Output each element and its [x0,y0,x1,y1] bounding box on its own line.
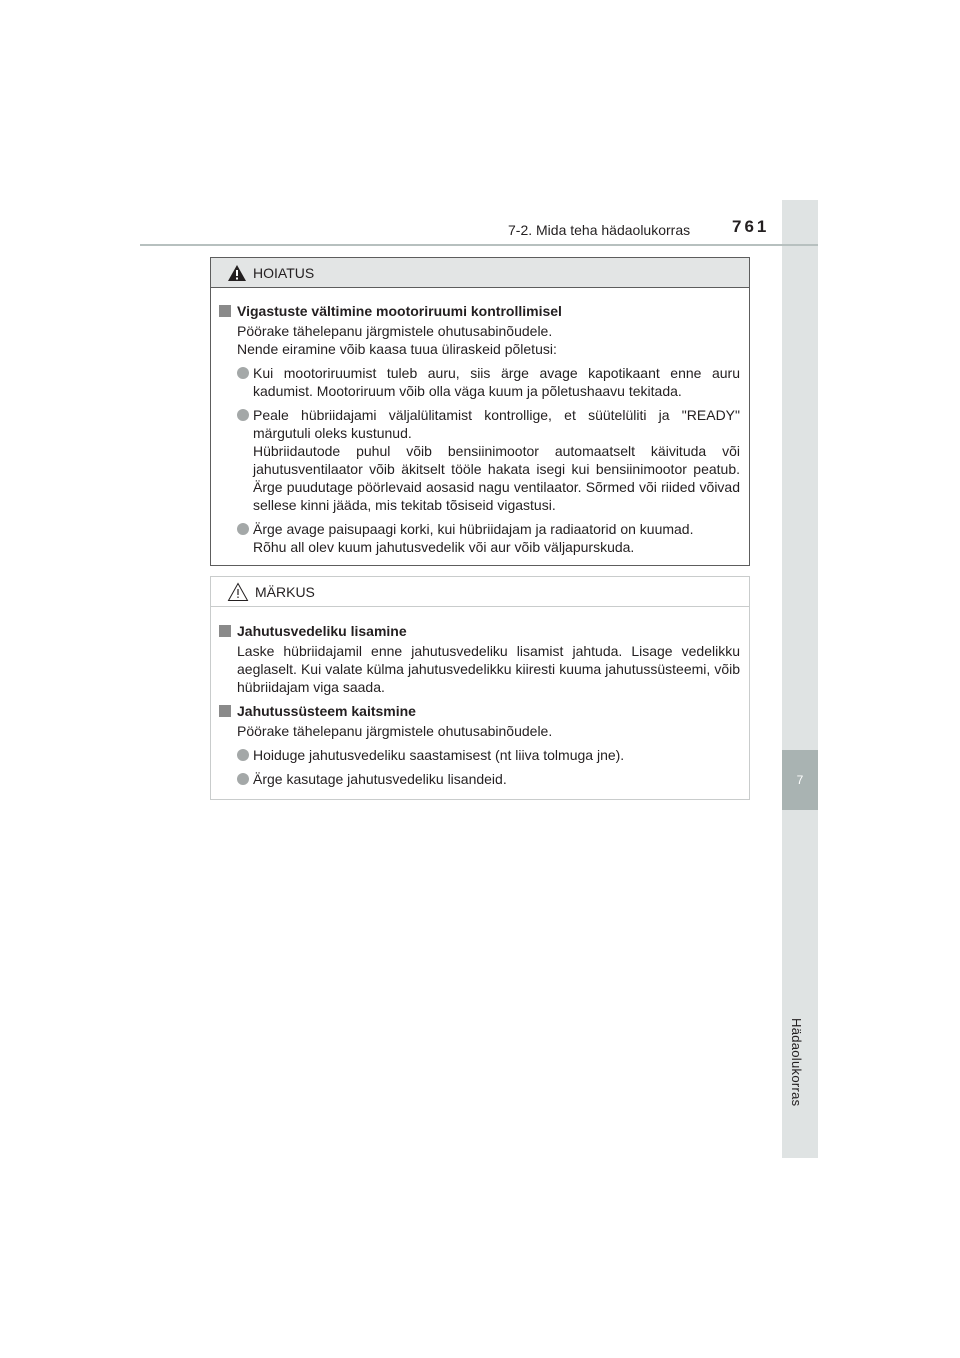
note-heading: MÄRKUS [255,583,315,600]
square-bullet-icon [219,305,231,317]
list-item: Peale hübriidajami väljalülitamist kontrollige, et süütelüliti ja "READY" märgutuli oleks kustunud. Hübriidautode puhul võib bensiinimootor automaatselt käivituda või jahutusventilaator võib äkitselt tööle hakata isegi kui bensiinimootor peatub. Ärge puudutage pöörlevaid aosasid nagu ventilaator. Sõrmed või riided võivad sellese kinni jääda, mis tekitab tõsiseid vigastusi. [219,406,740,514]
note-box [210,576,750,800]
caution-triangle-icon [227,582,249,602]
chapter-number: 7 [782,750,818,810]
warning-section-title: Vigastuste vältimine mootoriruumi kontrollimisel [219,302,740,320]
note-section-text: Pöörake tähelepanu järgmistele ohutusabinõudele. [237,723,553,739]
list-item: Ärge avage paisupaagi korki, kui hübriidajam ja radiaatorid on kuumad. Rõhu all olev kuum jahutusvedelik või aur võib väljapurskuda. [219,520,740,556]
list-item: Kui mootoriruumist tuleb auru, siis ärge avage kapotikaant enne auru kadumist. Mootoriruum võib olla väga kuum ja põletushaavu tekitada. [219,364,740,400]
circle-bullet-icon [237,523,249,535]
warning-triangle-icon [227,264,247,282]
list-item: Hoiduge jahutusvedeliku saastamisest (nt liiva tolmuga jne). [219,746,740,764]
chapter-side-tab [782,200,818,1158]
section-title: 7-2. Mida teha hädaolukorras [508,222,691,238]
page-number: 761 [732,217,770,236]
circle-bullet-icon [237,367,249,379]
note-section-title: Jahutussüsteem kaitsmine [219,702,740,720]
square-bullet-icon [219,705,231,717]
chapter-title: Hädaolukorras [789,1018,804,1107]
warning-header [211,258,749,288]
circle-bullet-icon [237,749,249,761]
square-bullet-icon [219,625,231,637]
note-section-title: Jahutusvedeliku lisamine [219,622,740,640]
circle-bullet-icon [237,773,249,785]
note-header [211,577,749,607]
warning-box [210,257,750,566]
circle-bullet-icon [237,409,249,421]
header-divider [140,244,818,246]
warning-heading: HOIATUS [253,264,315,281]
note-section-text: Laske hübriidajamil enne jahutusvedeliku lisamist jahtuda. Lisage vedelikku aeglaselt. Kui valate külma jahutusvedelikku kiiresti kuuma jahutussüsteemi, võib hübriidajam viga saada. [237,643,740,695]
warning-intro: Pöörake tähelepanu järgmistele ohutusabinõudele. Nende eiramine võib kaasa tuua üliraskeid põletusi: [237,323,557,357]
list-item: Ärge kasutage jahutusvedeliku lisandeid. [219,770,740,788]
